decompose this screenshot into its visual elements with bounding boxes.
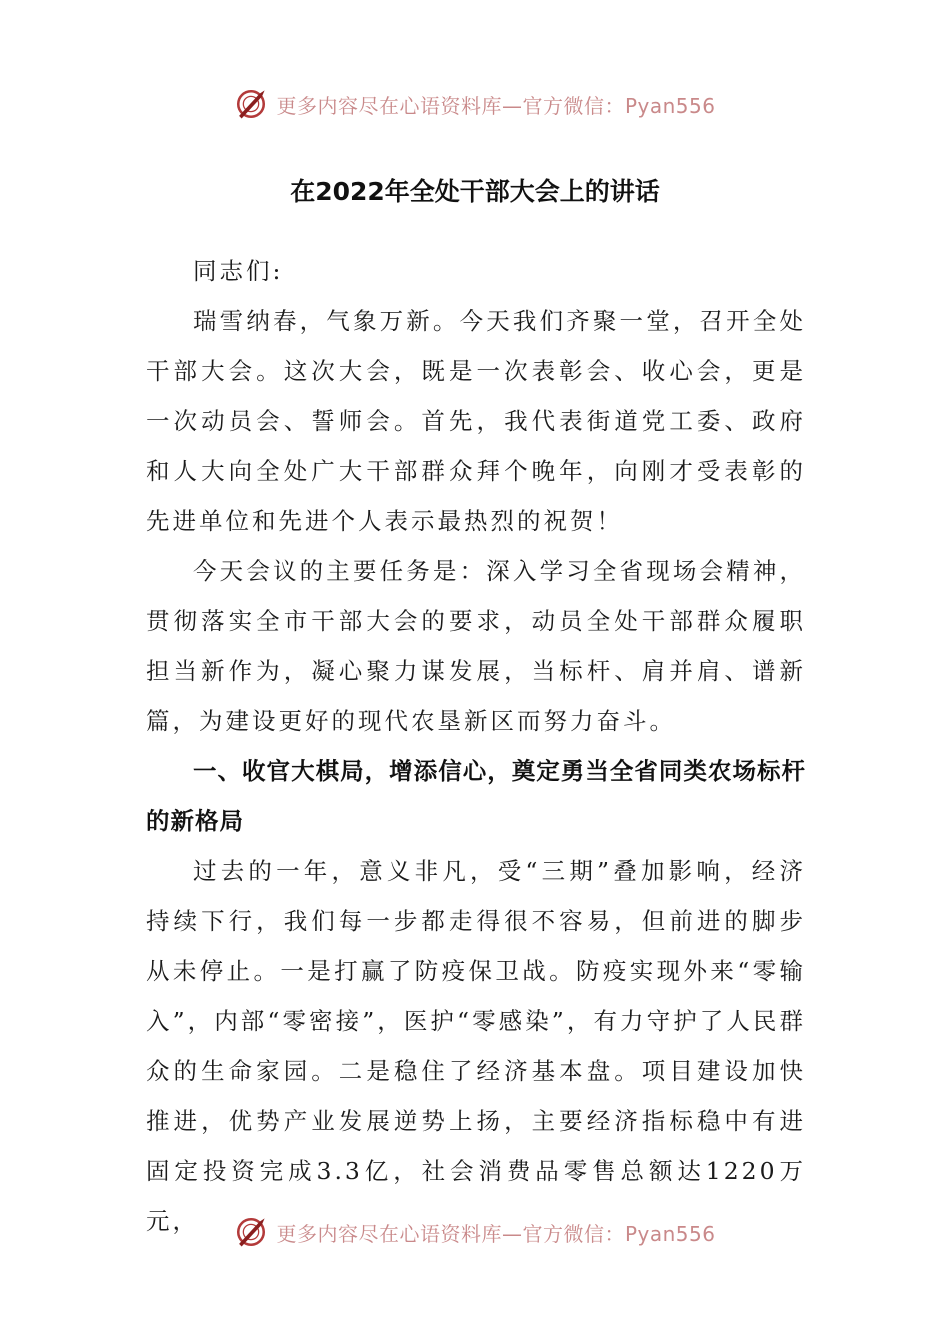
watermark-text: 更多内容尽在心语资料库—官方微信：Pyan556 (276, 93, 716, 118)
watermark-text: 更多内容尽在心语资料库—官方微信：Pyan556 (276, 1221, 716, 1246)
salutation: 同志们: (193, 257, 284, 285)
body-paragraph: 过去的一年，意义非凡，受“三期”叠加影响，经济持续下行，我们每一步都走得很不容易，但前进的脚步从未停止。一是打赢了防疫保卫战。防疫实现外来“零输入”，内部“零密接”，医护“零感染”，有力守护了人民群众的生命家园。二是稳住了经济基本盘。项目建设加快推进，优势产业发展逆势上扬，主要经济指标稳中有进固定投资完成3.3亿，社会消费品零售总额达1220万元， (146, 857, 806, 1235)
quill-seal-logo-icon (234, 1215, 268, 1249)
quill-seal-logo-icon (234, 87, 268, 121)
body-paragraph: 瑞雪纳春，气象万新。今天我们齐聚一堂，召开全处干部大会。这次大会，既是一次表彰会、收心会，更是一次动员会、誓师会。首先，我代表街道党工委、政府和人大向全处广大干部群众拜个晚年，向刚才受表彰的先进单位和先进个人表示最热烈的祝贺！ (146, 307, 806, 535)
section-heading: 一、收官大棋局，增添信心，奠定勇当全省同类农场标杆的新格局 (146, 757, 806, 835)
body-paragraph: 今天会议的主要任务是：深入学习全省现场会精神，贯彻落实全市干部大会的要求，动员全处干部群众履职担当新作为，凝心聚力谋发展，当标杆、肩并肩、谱新篇，为建设更好的现代农垦新区而努力奋斗。 (146, 557, 806, 735)
watermark-header (0, 84, 950, 124)
document-title: 在2022年全处干部大会上的讲话 (290, 177, 660, 206)
document-body (146, 246, 806, 1246)
watermark-footer (0, 1212, 950, 1252)
